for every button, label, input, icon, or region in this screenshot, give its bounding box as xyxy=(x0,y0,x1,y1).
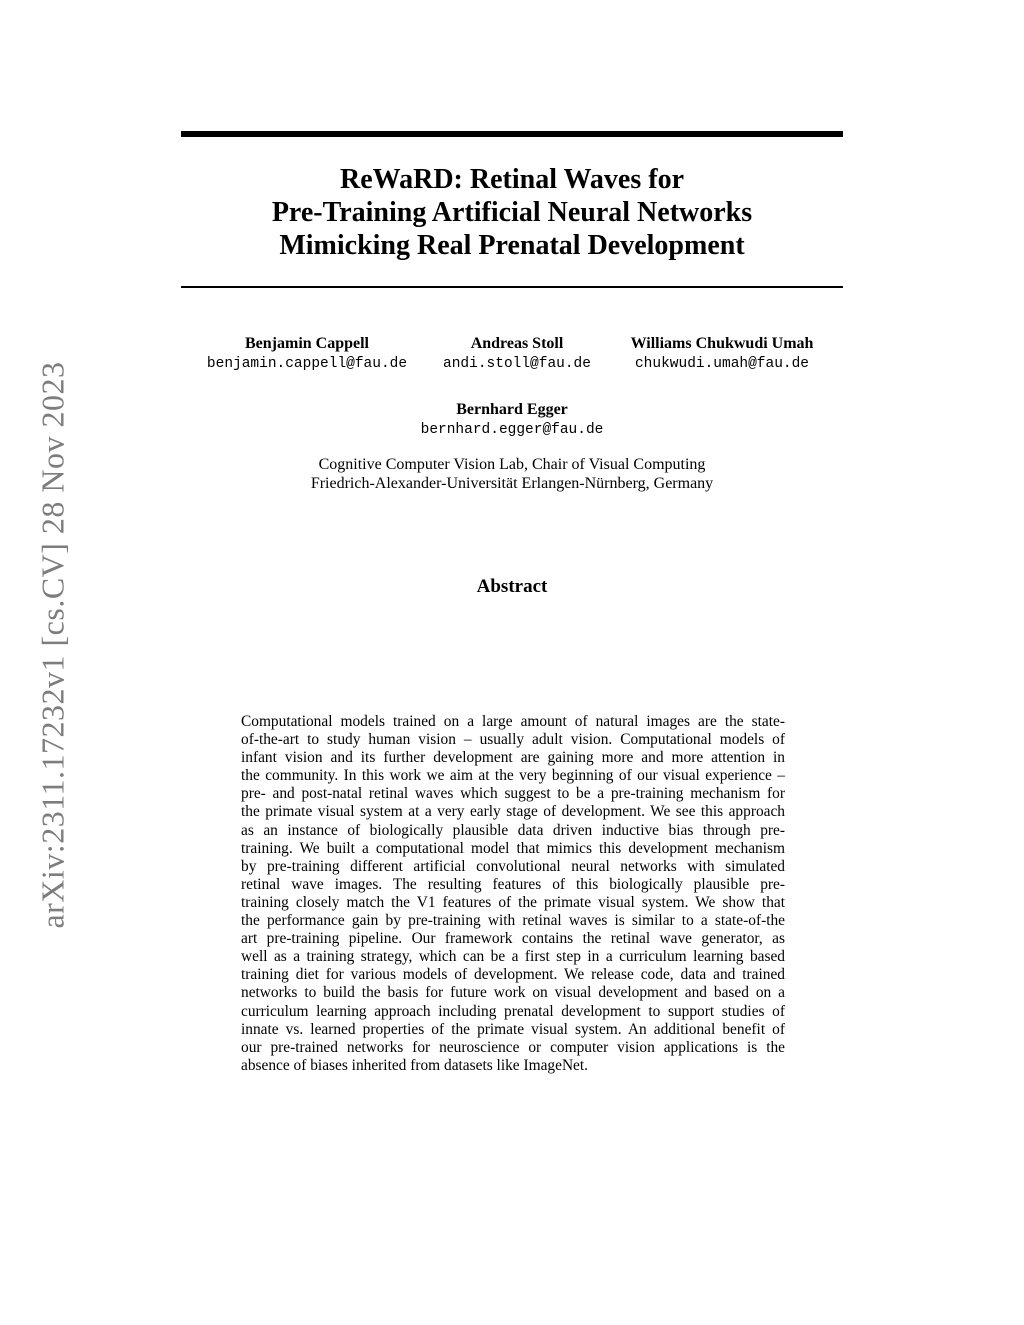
author-email: benjamin.cappell@fau.de xyxy=(206,356,408,372)
abstract-line: Computational models trained on a large amount of natural images are the state- xyxy=(241,713,785,730)
abstract-line: innate vs. learned properties of the primate visual system. An additional benefit of xyxy=(241,1020,785,1038)
author-name: Williams Chukwudi Umah xyxy=(630,335,814,352)
paper-title xyxy=(181,163,843,262)
author-block xyxy=(397,400,627,440)
abstract-line: well as a training strategy, which can be a first step in a curriculum learning based xyxy=(241,948,785,966)
title-line: Pre-Training Artificial Neural Networks xyxy=(271,197,753,228)
abstract-line: training diet for various models of development. We release code, data and trained xyxy=(241,966,785,984)
abstract-line: retinal wave images. The resulting features of this biologically plausible pre- xyxy=(241,875,785,893)
abstract-line: art pre-training pipeline. Our framework contains the retinal wave generator, as xyxy=(241,930,785,948)
author-block xyxy=(192,334,422,374)
author-email: chukwudi.umah@fau.de xyxy=(634,356,810,372)
abstract-line: infant vision and its further development are gaining more and more attention in xyxy=(241,749,785,767)
author-email: andi.stoll@fau.de xyxy=(443,356,591,372)
affiliation xyxy=(181,455,843,493)
title-top-rule xyxy=(181,131,843,137)
abstract-line: pre- and post-natal retinal waves which suggest to be a pre-training mechanism for xyxy=(241,785,785,803)
abstract-line: of-the-art to study human vision – usually adult vision. Computational models of xyxy=(241,731,785,749)
abstract-line: as an instance of biologically plausible data driven inductive bias through pre- xyxy=(241,821,785,839)
author-block xyxy=(402,334,632,374)
author-block xyxy=(607,334,837,374)
title-bottom-rule xyxy=(181,286,843,288)
arxiv-identifier: arXiv:2311.17232v1 [cs.CV] 28 Nov 2023 xyxy=(34,361,71,929)
abstract-line: the community. In this work we aim at the very beginning of our visual experience – xyxy=(241,767,785,785)
author-email: bernhard.egger@fau.de xyxy=(420,422,604,438)
abstract-line: our pre-trained networks for neuroscience or computer vision applications is the xyxy=(241,1038,785,1056)
abstract-heading: Abstract xyxy=(476,576,548,597)
abstract-line: networks to build the basis for future work on visual development and based on a xyxy=(241,984,785,1002)
title-line: Mimicking Real Prenatal Development xyxy=(279,230,745,261)
abstract-line: by pre-training different artificial convolutional neural networks with simulated xyxy=(241,857,785,875)
abstract-line: training. We built a computational model that mimics this development mechanism xyxy=(241,839,785,857)
affiliation-line: Cognitive Computer Vision Lab, Chair of Visual Computing xyxy=(318,456,706,473)
author-name: Benjamin Cappell xyxy=(244,335,369,352)
abstract-line: absence of biases inherited from datasets like ImageNet. xyxy=(241,1056,589,1074)
abstract-body xyxy=(241,713,785,1075)
author-name: Andreas Stoll xyxy=(470,335,564,352)
author-name: Bernhard Egger xyxy=(456,401,568,418)
abstract-line: curriculum learning approach including prenatal development to support studies of xyxy=(241,1002,785,1020)
abstract-line: the primate visual system at a very early stage of development. We see this approach xyxy=(241,803,785,821)
abstract-line: training closely match the V1 features of the primate visual system. We show that xyxy=(241,893,785,911)
affiliation-line: Friedrich-Alexander-Universität Erlangen-Nürnberg, Germany xyxy=(310,475,714,492)
abstract-line: the performance gain by pre-training with retinal waves is similar to a state-of-the xyxy=(241,912,785,930)
title-line: ReWaRD: Retinal Waves for xyxy=(340,164,684,195)
